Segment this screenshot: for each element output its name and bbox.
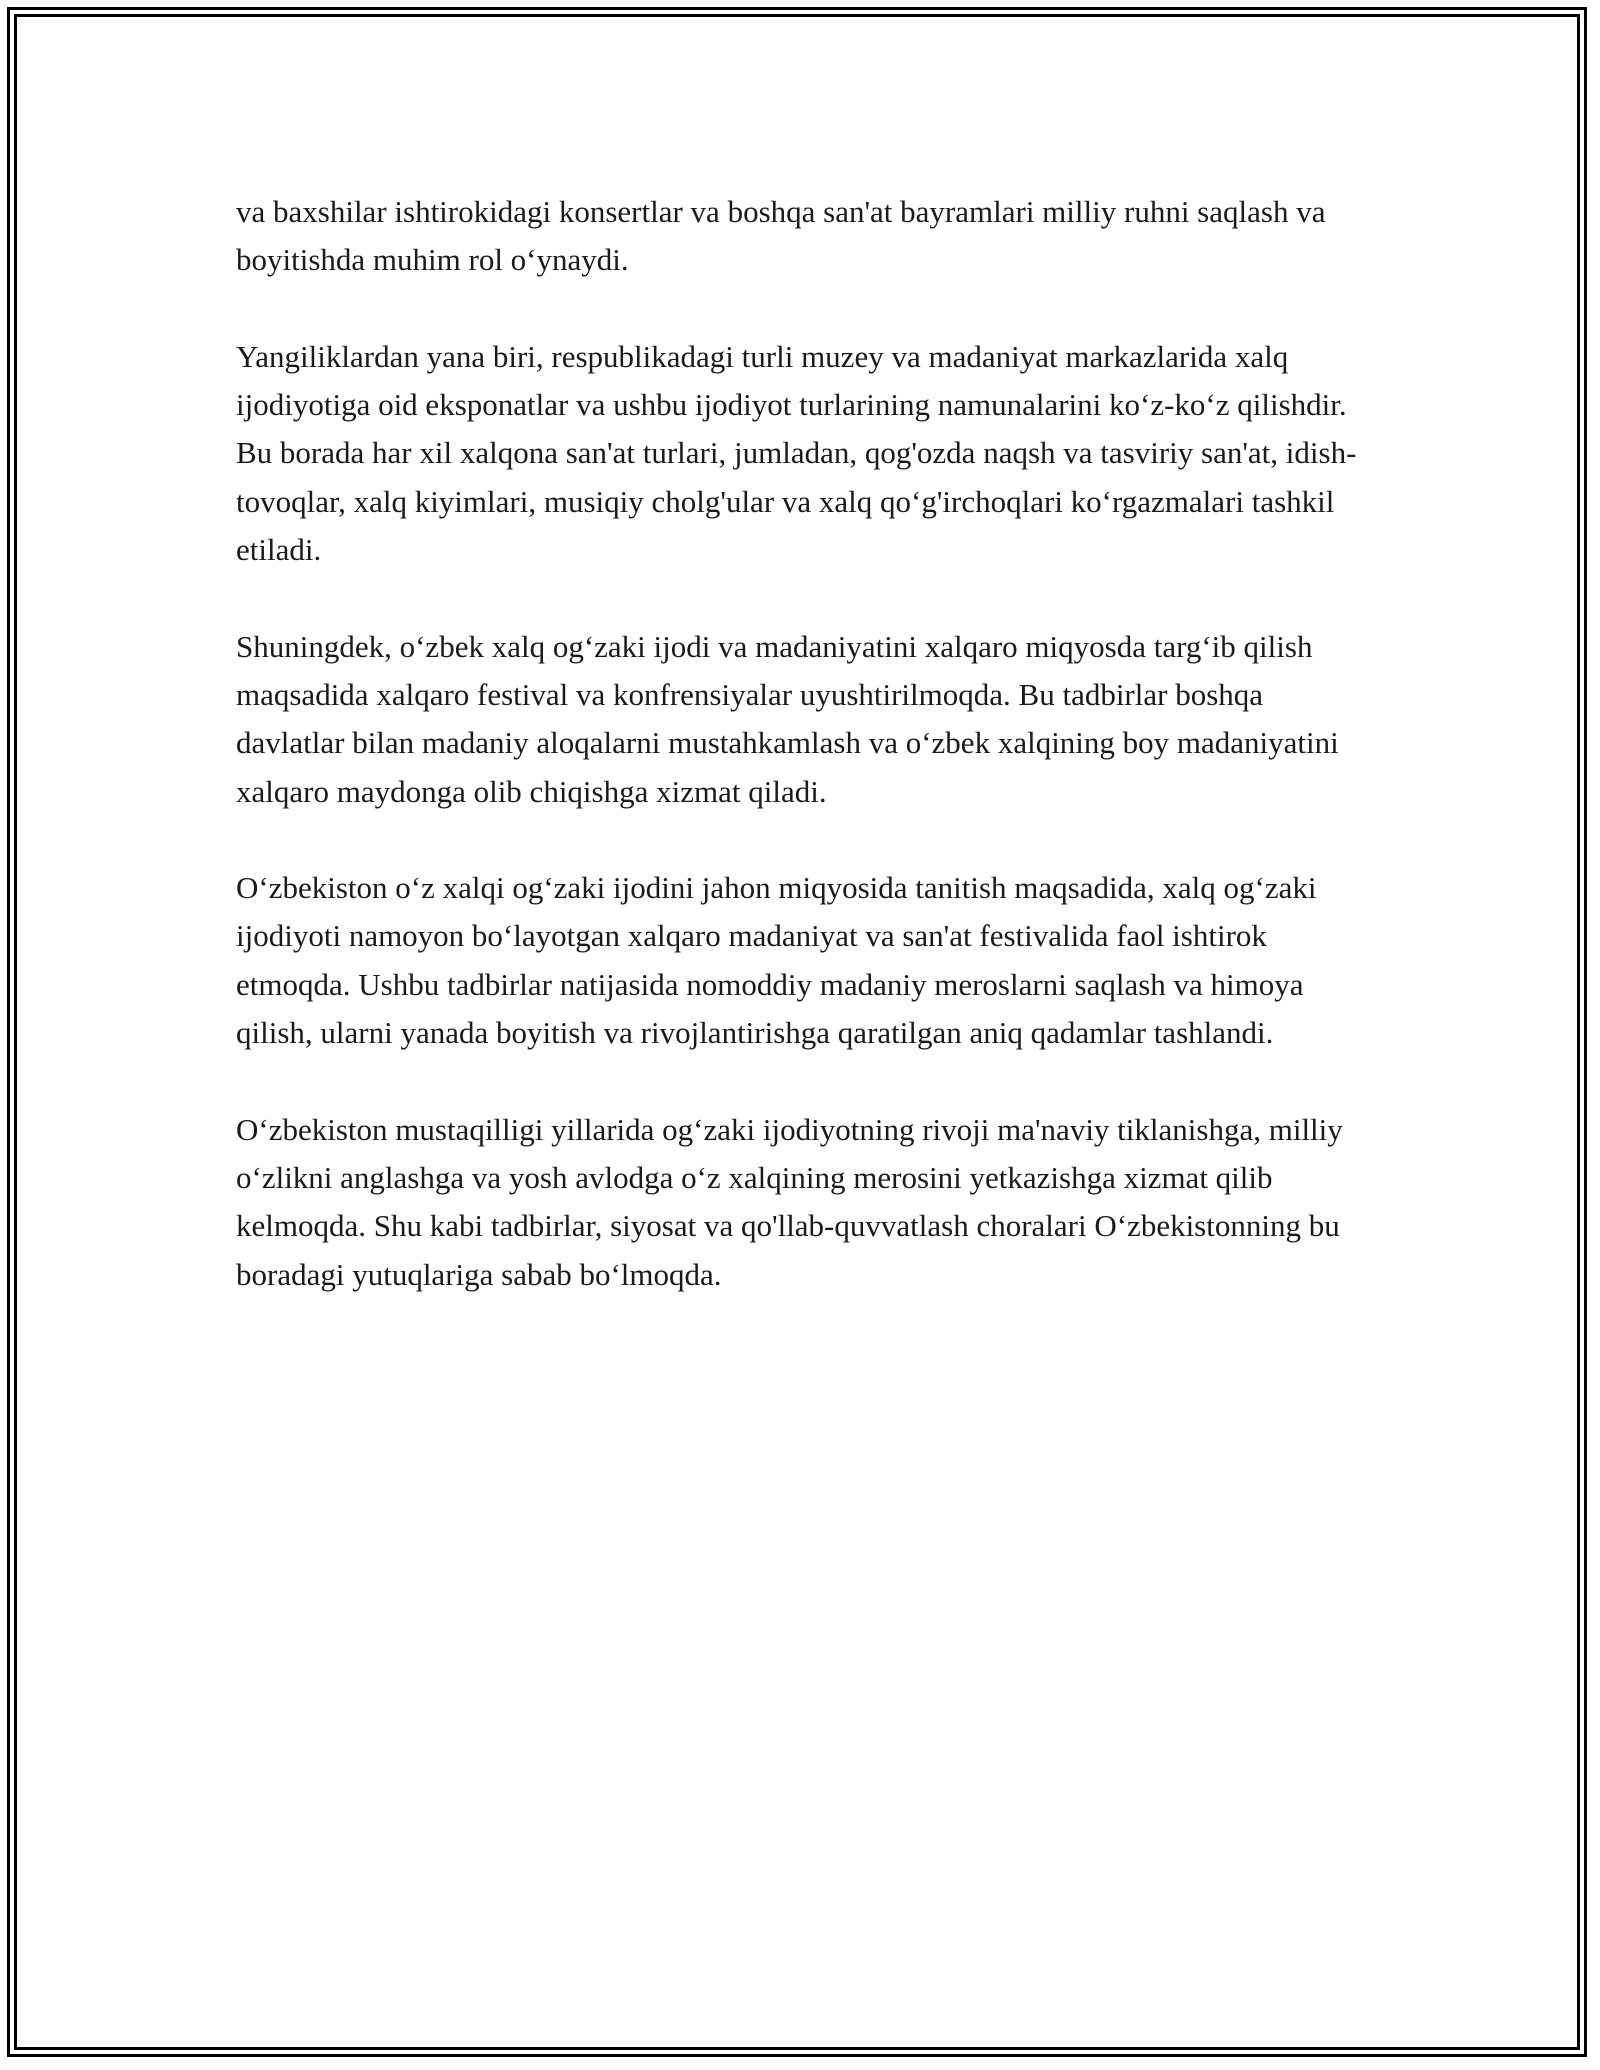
paragraph: O‘zbekiston o‘z xalqi og‘zaki ijodini jahon miqyosida tanitish maqsadida, xalq og‘zaki ijodiyoti namoyon bo‘layotgan xalqaro madaniyat va san'at festivalida faol ishtirok etmoqda. Ushbu tadbirlar natijasida nomoddiy madaniy meroslarni saqlash va himoya qilish, ularni yanada boyitish va rivojlantirishga qaratilgan aniq qadamlar tashlandi. xyxy=(236,870,1317,1051)
paragraph: Shuningdek, o‘zbek xalq og‘zaki ijodi va madaniyatini xalqaro miqyosda targ‘ib qilish maqsadida xalqaro festival va konfrensiyalar uyushtirilmoqda. Bu tadbirlar boshqa davlatlar bilan madaniy aloqalarni mustahkamlash va o‘zbek xalqining boy madaniyatini xalqaro maydonga olib chiqishga xizmat qiladi. xyxy=(236,628,1339,809)
paragraph: va baxshilar ishtirokidagi konsertlar va boshqa san'at bayramlari milliy ruhni saqlash va boyitishda muhim rol o‘ynaydi. xyxy=(236,194,1326,278)
document-body xyxy=(236,188,1366,1347)
paragraph: O‘zbekiston mustaqilligi yillarida og‘zaki ijodiyotning rivoji ma'naviy tiklanishga, milliy o‘zlikni anglashga va yosh avlodga o‘z xalqining merosini yetkazishga xizmat qilib kelmoqda. Shu kabi tadbirlar, siyosat va qo'llab-quvvatlash choralari O‘zbekistonning bu boradagi yutuqlariga sabab bo‘lmoqda. xyxy=(236,1111,1343,1292)
paragraph: Yangiliklardan yana biri, respublikadagi turli muzey va madaniyat markazlarida xalq ijodiyotiga oid eksponatlar va ushbu ijodiyot turlarining namunalarini ko‘z-ko‘z qilishdir. Bu borada har xil xalqona san'at turlari, jumladan, qog'ozda naqsh va tasviriy san'at, idish-tovoqlar, xalq kiyimlari, musiqiy cholg'ular va xalq qo‘g'irchoqlari ko‘rgazmalari tashkil etiladi. xyxy=(236,338,1357,568)
